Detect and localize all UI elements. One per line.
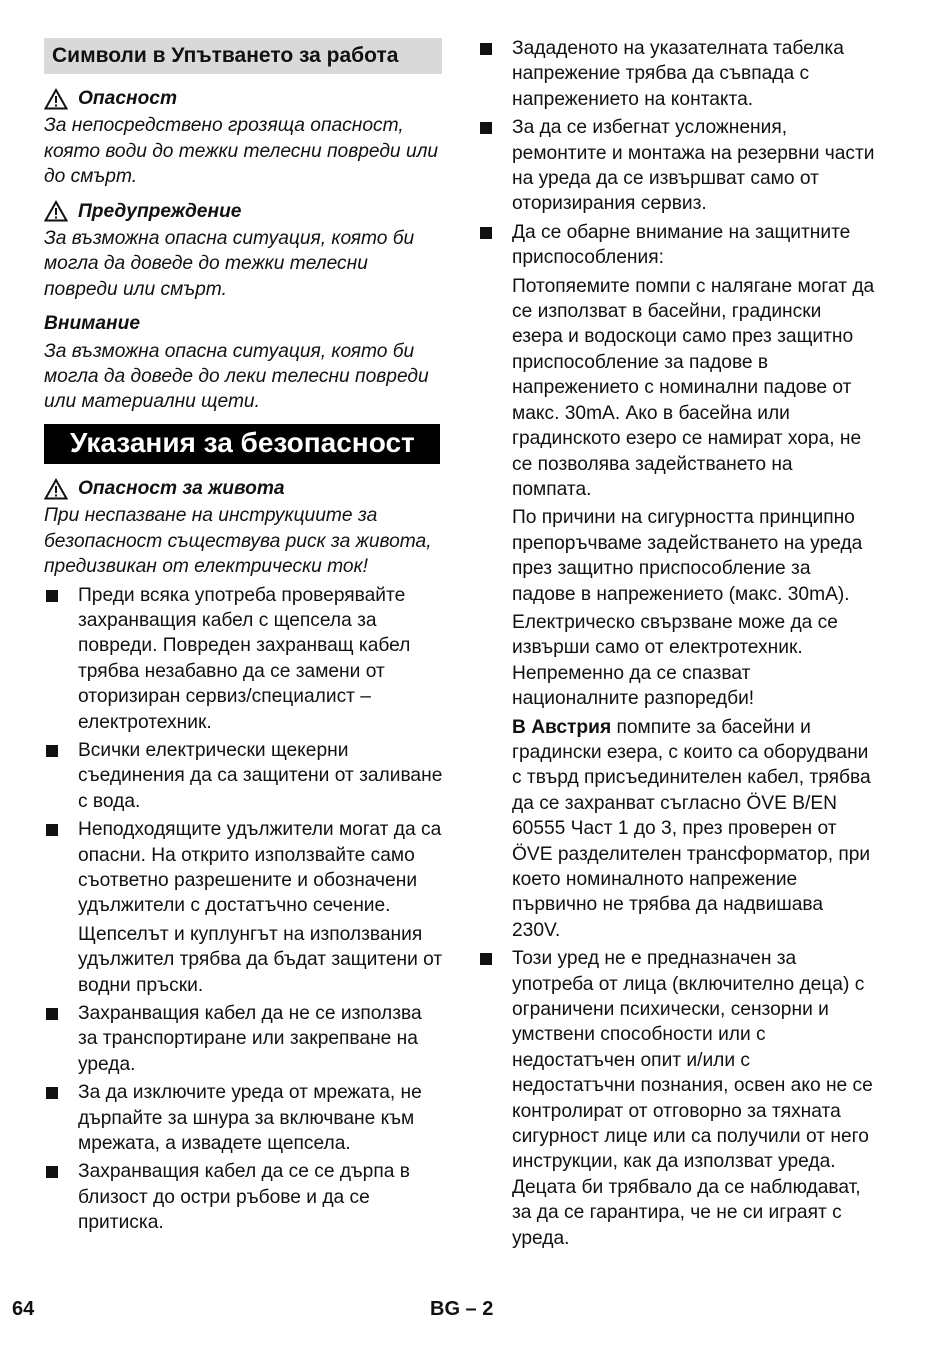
- bullet-square-icon: [480, 43, 492, 55]
- list-item: [478, 36, 876, 112]
- list-item-text: Да се обарне внимание на защитните приспособления:: [512, 221, 851, 269]
- page-number: 64: [12, 1298, 35, 1320]
- list-item: [44, 1001, 444, 1077]
- list-item-subtext: Щепселът и куплунгът на използвания удължител трябва да бъдат защитени от водни пръски.: [78, 923, 443, 996]
- warning-triangle-icon: [44, 200, 68, 222]
- austria-text: помпите за басейни и градински езера, с които са оборудвани с твърд присъединителен кабел, трябва да се захранват съгласно ÖVE B/EN 60555 Част 1 до 3, през проверен от ÖVE разделителен трансформатор, при което номиналното напрежение първично не трябва да надвишава 230V.: [512, 716, 871, 941]
- protection-paragraph-4: [478, 715, 876, 944]
- danger-title: Опасност: [78, 88, 178, 109]
- list-item-text: Зададеното на указателната табелка напрежение трябва да съвпада с напрежението на контакта.: [512, 38, 844, 110]
- austria-label: В Австрия: [512, 716, 612, 738]
- list-item: [44, 817, 444, 919]
- protection-paragraph-1: Потопяемите помпи с налягане могат да се използват в басейни, градински езера и водоскоци само през защитно приспособление за падове в напрежението с номинални падове от макс. 30mA. Ако в басейна или градинското езеро се намират хора, не се позволява задействането на помпата.: [512, 275, 875, 500]
- life-danger-text: При неспазване на инструкциите за безопасност съществува риск за живота, предизвикан от електрически ток!: [44, 505, 432, 578]
- list-item-text: Неподходящите удължители могат да са опасни. На открито използвайте само съответно разрешените и обозначени удължители с достатъчно сечение.: [78, 819, 442, 917]
- life-danger-heading: [44, 476, 444, 501]
- list-item-text: За да изключите уреда от мрежата, не дърпайте за шнура за включване към мрежата, а извадете щепсела.: [78, 1082, 422, 1155]
- safety-instructions-title: Указания за безопасност: [44, 424, 440, 464]
- list-item-text: Преди всяка употреба проверявайте захранващия кабел с щепсела за повреди. Повреден захранващ кабел трябва незабавно да се замени от оторизиран сервиз/специалист – електротехник.: [78, 584, 411, 733]
- caution-title: Внимание: [44, 313, 141, 335]
- caution-text: За възможна опасна ситуация, която би могла да доведе до леки телесни повреди или материални щети.: [44, 340, 429, 413]
- danger-heading: [44, 86, 444, 111]
- bullet-square-icon: [46, 745, 58, 757]
- bullet-square-icon: [46, 1166, 58, 1178]
- warning-triangle-icon: [44, 478, 68, 500]
- list-item: [478, 946, 876, 1251]
- list-item-text: За да се избегнат усложнения, ремонтите и монтажа на резервни части на уреда да се извършват само от оторизирания сервиз.: [512, 117, 875, 215]
- bullet-square-icon: [46, 590, 58, 602]
- warning-triangle-icon: [44, 88, 68, 110]
- page-label: BG – 2: [430, 1298, 494, 1320]
- left-column: [44, 36, 444, 1239]
- list-item-text: Този уред не е предназначен за употреба от лица (включително деца) с ограничени психически, сензорни и умствени способности или с недостатъчен опит и/или с недостатъчни познания, освен ако не се контролират от отговорно за тяхната сигурност лице или са получили от него инструкции, как да използват уреда. Децата би трябвало да се наблюдават, за да се гарантира, че не си играят с уреда.: [512, 948, 873, 1249]
- bullet-square-icon: [480, 122, 492, 134]
- list-item: [44, 738, 444, 814]
- life-danger-title: Опасност за живота: [78, 477, 285, 499]
- warning-text: За възможна опасна ситуация, която би могла да доведе до тежки телесни повреди или смърт.: [44, 228, 415, 300]
- right-column: [478, 36, 876, 1254]
- bullet-square-icon: [46, 824, 58, 836]
- bullet-square-icon: [46, 1008, 58, 1020]
- list-item-text: Захранващия кабел да се се дърпа в близост до остри ръбове и да се притиска.: [78, 1161, 410, 1234]
- list-item-text: Всички електрически щекерни съединения да са защитени от заливане с вода.: [78, 739, 443, 812]
- list-item: [44, 1159, 444, 1235]
- protection-paragraph-2: По причини на сигурността принципно препоръчваме задействането на уреда през защитно приспособление за падове в напрежението (макс. 30mA).: [512, 507, 863, 605]
- protection-paragraph-3: Електрическо свързване може да се извърши само от електротехник. Непременно да се спазват националните разпоредби!: [512, 611, 838, 710]
- list-item: [44, 583, 444, 735]
- list-item: [44, 1080, 444, 1156]
- list-item-text: Захранващия кабел да не се използва за транспортиране или закрепване на уреда.: [78, 1003, 422, 1075]
- warning-heading: [44, 199, 444, 224]
- list-item: [478, 220, 876, 271]
- section-title-symbols: Символи в Упътването за работа: [44, 38, 442, 74]
- bullet-square-icon: [480, 953, 492, 965]
- list-item: [478, 115, 876, 217]
- warning-title: Предупреждение: [78, 200, 242, 222]
- danger-text: За непосредствено грозяща опасност, която води до тежки телесни повреди или до смърт.: [44, 115, 439, 188]
- bullet-square-icon: [46, 1087, 58, 1099]
- bullet-square-icon: [480, 227, 492, 239]
